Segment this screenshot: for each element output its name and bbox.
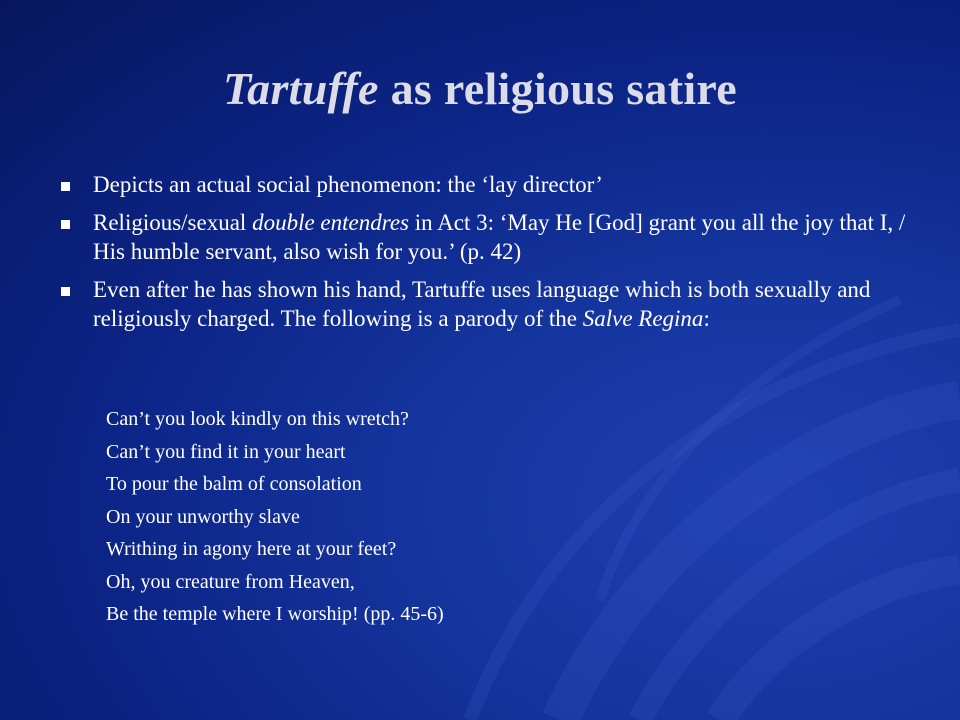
title-italic-part: Tartuffe: [223, 63, 379, 114]
square-bullet-icon: [61, 287, 70, 296]
bullet-text-before: Religious/sexual: [93, 210, 253, 235]
quote-line: Oh, you creature from Heaven,: [106, 570, 355, 593]
bullet-list: [60, 170, 920, 342]
quote-line: Be the temple where I worship! (pp. 45-6): [106, 603, 444, 625]
bullet-text-after: in Act 3: ‘May He [God] grant you all the joy that I, / His humble servant, also wish for you.’ (p. 42): [93, 210, 906, 264]
square-bullet-icon: [61, 220, 70, 229]
bullet-item: [60, 208, 920, 266]
quote-line: To pour the balm of consolation: [106, 473, 362, 495]
quote-line: Can’t you look kindly on this wretch?: [106, 408, 409, 430]
bullet-item: [60, 170, 920, 199]
quote-line: Can’t you find it in your heart: [106, 440, 346, 463]
quote-line: Writhing in agony here at your feet?: [106, 538, 397, 560]
quote-line: On your unworthy slave: [106, 505, 300, 528]
bullet-text-italic: double entendres: [252, 210, 409, 235]
square-bullet-icon: [61, 182, 70, 191]
quoted-passage: [106, 407, 906, 635]
bullet-text-italic: Salve Regina: [582, 306, 704, 331]
bullet-text-after: :: [703, 306, 710, 331]
bullet-text: Depicts an actual social phenomenon: the ‘lay director’: [93, 172, 603, 197]
slide-title: [0, 62, 960, 115]
bullet-text-before: Even after he has shown his hand, Tartuffe uses language which is both sexually and religiously charged. The following is a parody of the: [93, 277, 871, 331]
title-rest-part: as religious satire: [378, 63, 737, 114]
bullet-item: [60, 275, 920, 333]
